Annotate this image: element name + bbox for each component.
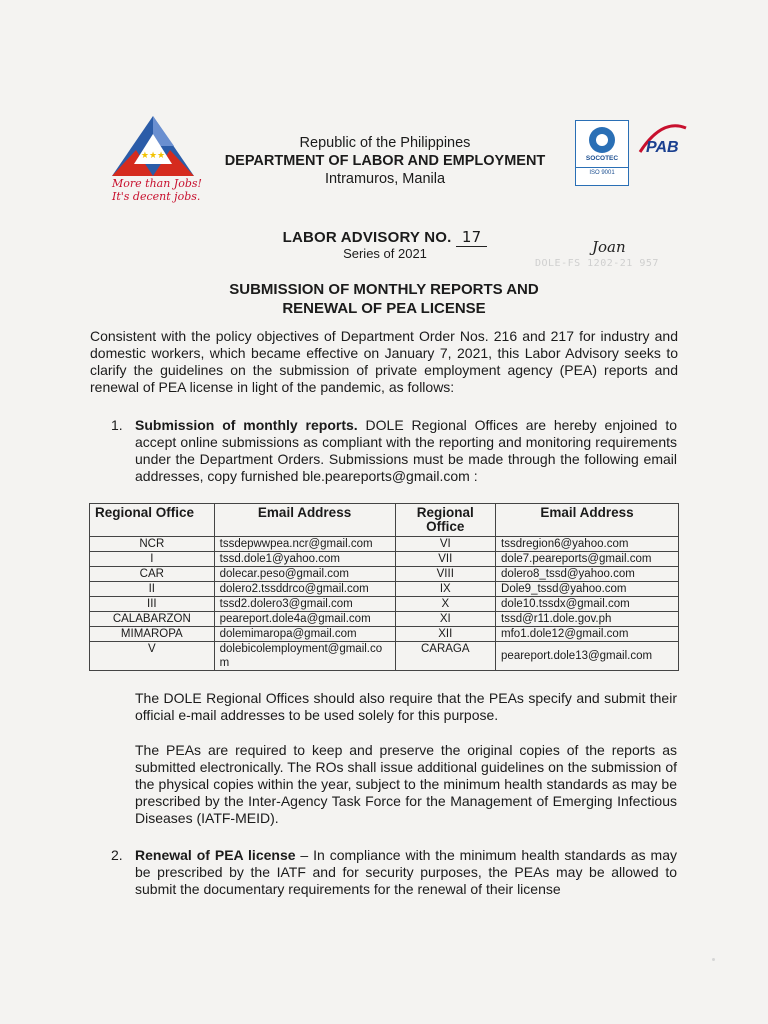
email-cell: dolebicolemployment@gmail.com — [214, 642, 395, 671]
region-cell: V — [90, 642, 215, 671]
department-name: DEPARTMENT OF LABOR AND EMPLOYMENT — [224, 153, 546, 169]
header-regional-office-2: Regional Office — [395, 504, 496, 537]
region-cell: NCR — [90, 537, 215, 552]
header-email-address-1: Email Address — [214, 504, 395, 537]
email-cell: peareport.dole4a@gmail.com — [214, 612, 395, 627]
table-row — [90, 567, 679, 582]
email-cell: tssdregion6@yahoo.com — [496, 537, 679, 552]
header-regional-office-1: Regional Office — [90, 504, 215, 537]
cert-iso: ISO 9001 — [576, 167, 628, 176]
scan-speck — [712, 958, 715, 961]
tagline-line-2: It's decent jobs. — [112, 190, 201, 203]
region-cell: MIMAROPA — [90, 627, 215, 642]
department-location: Intramuros, Manila — [324, 171, 446, 187]
table-row — [90, 537, 679, 552]
email-cell: mfo1.dole12@gmail.com — [496, 627, 679, 642]
table-row — [90, 612, 679, 627]
table-row — [90, 597, 679, 612]
item-2-number: 2. — [111, 847, 123, 863]
email-cell: Dole9_tssd@yahoo.com — [496, 582, 679, 597]
regional-office-email-paragraph: The DOLE Regional Offices should also require that the PEAs specify and submit their official e-mail addresses to be used solely for this purpose. — [135, 690, 677, 723]
handwritten-note: Joan — [592, 238, 626, 256]
item-1-text: DOLE Regional Offices are hereby enjoined to accept online submissions as compliant with the reporting and monitoring requirements under the Department Orders. Submissions must be made through the following email addresses, copy furnished ble.peareports@gmail.com : — [135, 417, 677, 484]
email-cell: tssd@r11.dole.gov.ph — [496, 612, 679, 627]
region-cell: I — [90, 552, 215, 567]
logo-tagline — [112, 177, 212, 203]
receipt-stamp: DOLE-FS 1202-21 957 — [535, 258, 659, 269]
email-cell: dolero2.tssddrco@gmail.com — [214, 582, 395, 597]
region-cell: IX — [395, 582, 496, 597]
region-cell: VIII — [395, 567, 496, 582]
region-cell: VI — [395, 537, 496, 552]
item-2-text: – In compliance with the minimum health standards as may be prescribed by the IATF and for security purposes, the PEAs may be allowed to submit the documentary requirements for the renewal of their license — [135, 847, 677, 897]
item-1-paragraph — [135, 417, 677, 485]
email-cell: tssd2.dolero3@gmail.com — [214, 597, 395, 612]
regional-office-email-table — [89, 503, 679, 671]
email-cell: peareport.dole13@gmail.com — [496, 642, 679, 671]
region-cell: CALABARZON — [90, 612, 215, 627]
region-cell: II — [90, 582, 215, 597]
advisory-title — [210, 228, 560, 247]
email-cell: dolemimaropa@gmail.com — [214, 627, 395, 642]
socotec-logo-icon — [589, 127, 615, 153]
item-2-paragraph — [135, 847, 677, 898]
email-cell: dole7.peareports@gmail.com — [496, 552, 679, 567]
table-row — [90, 627, 679, 642]
region-cell: X — [395, 597, 496, 612]
email-cell: dolero8_tssd@yahoo.com — [496, 567, 679, 582]
item-2-lead: Renewal of PEA license — [135, 847, 296, 863]
region-cell: CAR — [90, 567, 215, 582]
socotec-certification-badge — [575, 120, 629, 186]
table-row — [90, 582, 679, 597]
email-cell: dole10.tssdx@gmail.com — [496, 597, 679, 612]
subject-line-1: SUBMISSION OF MONTHLY REPORTS AND — [229, 281, 539, 298]
item-1-lead: Submission of monthly reports. — [135, 417, 358, 433]
header-email-address-2: Email Address — [496, 504, 679, 537]
cert-name: SOCOTEC — [585, 155, 619, 162]
email-cell: dolecar.peso@gmail.com — [214, 567, 395, 582]
intro-paragraph: Consistent with the policy objectives of Department Order Nos. 216 and 217 for industry and domestic workers, which became effective on January 7, 2021, this Labor Advisory seeks to clarify the guidelines on the submission of private employment agency (PEA) reports and renewal of PEA license in light of the pandemic, as follows: — [90, 328, 678, 395]
table-header-row — [90, 504, 679, 537]
pab-accreditation-badge — [632, 122, 688, 182]
republic-label: Republic of the Philippines — [299, 135, 471, 151]
region-cell: XII — [395, 627, 496, 642]
reports-preservation-paragraph: The PEAs are required to keep and preserve the original copies of the reports as submitted electronically. The ROs shall issue additional guidelines on the submission of the physical copies within the year, subject to the minimum health standards as may be prescribed by the Inter-Agency Task Force for the Management of Emerging Infectious Diseases (IATF-MEID). — [135, 742, 677, 826]
region-cell: VII — [395, 552, 496, 567]
government-header — [200, 134, 570, 188]
region-cell: CARAGA — [395, 642, 496, 671]
svg-text:★★★: ★★★ — [140, 151, 166, 161]
region-cell: III — [90, 597, 215, 612]
tagline-line-1: More than Jobs! — [112, 177, 202, 190]
advisory-number: 17 — [456, 228, 488, 247]
advisory-series: Series of 2021 — [343, 246, 427, 261]
email-cell: tssdepwwpea.ncr@gmail.com — [214, 537, 395, 552]
advisory-subject — [150, 280, 618, 318]
region-cell: XI — [395, 612, 496, 627]
table-row — [90, 642, 679, 671]
table-row — [90, 552, 679, 567]
advisory-title-prefix: LABOR ADVISORY NO. — [282, 229, 452, 246]
subject-line-2: RENEWAL OF PEA LICENSE — [282, 300, 486, 317]
pab-label: PAB — [646, 139, 679, 156]
email-cell: tssd.dole1@yahoo.com — [214, 552, 395, 567]
item-1-number: 1. — [111, 417, 123, 433]
